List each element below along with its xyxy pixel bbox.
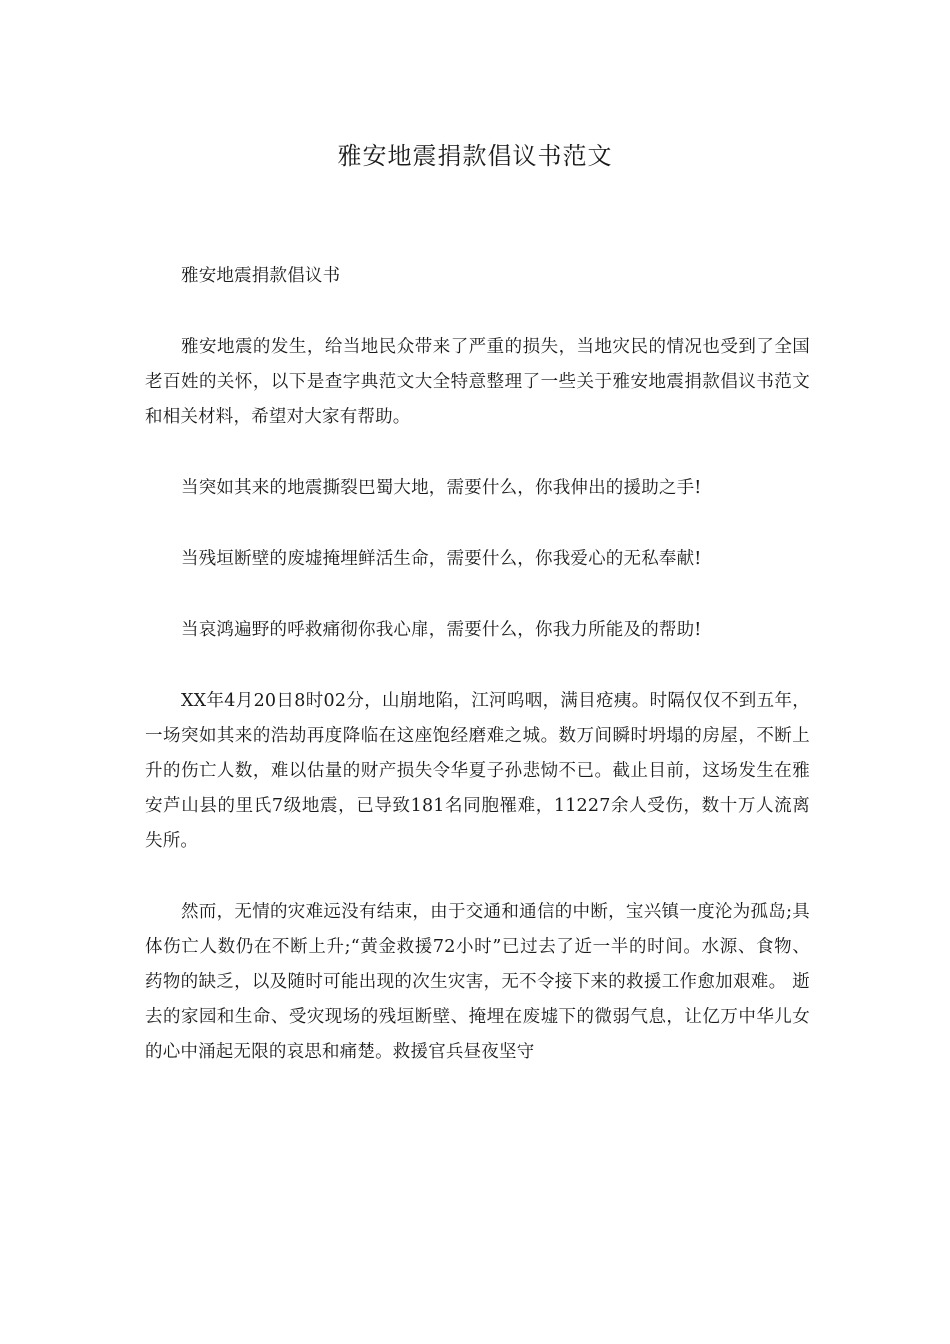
document-body — [145, 259, 810, 1070]
paragraph-intro: 雅安地震的发生，给当地民众带来了严重的损失，当地灾民的情况也受到了全国老百姓的关怀，以下是查字典范文大全特意整理了一些关于雅安地震捐款倡议书范文和相关材料，希望对大家有帮助。 — [145, 337, 810, 427]
paragraph-rescue: 然而，无情的灾难远没有结束，由于交通和通信的中断，宝兴镇一度沦为孤岛;具体伤亡人数仍在不断上升;“黄金救援72小时”已过去了近一半的时间。水源、食物、药物的缺乏，以及随时可能出现的次生灾害，无不令接下来的救援工作愈加艰难。 逝去的家园和生命、受灾现场的残垣断壁、掩埋在废墟下的微弱气息，让亿万中华儿女的心中涌起无限的哀思和痛楚。救援官兵昼夜坚守 — [145, 902, 810, 1062]
paragraph-heading: 雅安地震捐款倡议书 — [181, 266, 341, 286]
paragraph-event: XX年4月20日8时02分，山崩地陷，江河呜咽，满目疮痍。时隔仅仅不到五年，一场突如其来的浩劫再度降临在这座饱经磨难之城。数万间瞬时坍塌的房屋，不断上升的伤亡人数，难以估量的财产损失令华夏子孙悲恸不已。截止目前，这场发生在雅安芦山县的里氏7级地震，已导致181名同胞罹难，11227余人受伤，数十万人流离失所。 — [145, 691, 810, 851]
paragraph-call-3: 当哀鸿遍野的呼救痛彻你我心扉，需要什么，你我力所能及的帮助! — [181, 620, 702, 640]
document-title: 雅安地震捐款倡议书范文 — [337, 142, 613, 170]
paragraph-call-1: 当突如其来的地震撕裂巴蜀大地，需要什么，你我伸出的援助之手! — [181, 478, 702, 498]
paragraph-call-2: 当残垣断壁的废墟掩埋鲜活生命，需要什么，你我爱心的无私奉献! — [181, 549, 702, 569]
